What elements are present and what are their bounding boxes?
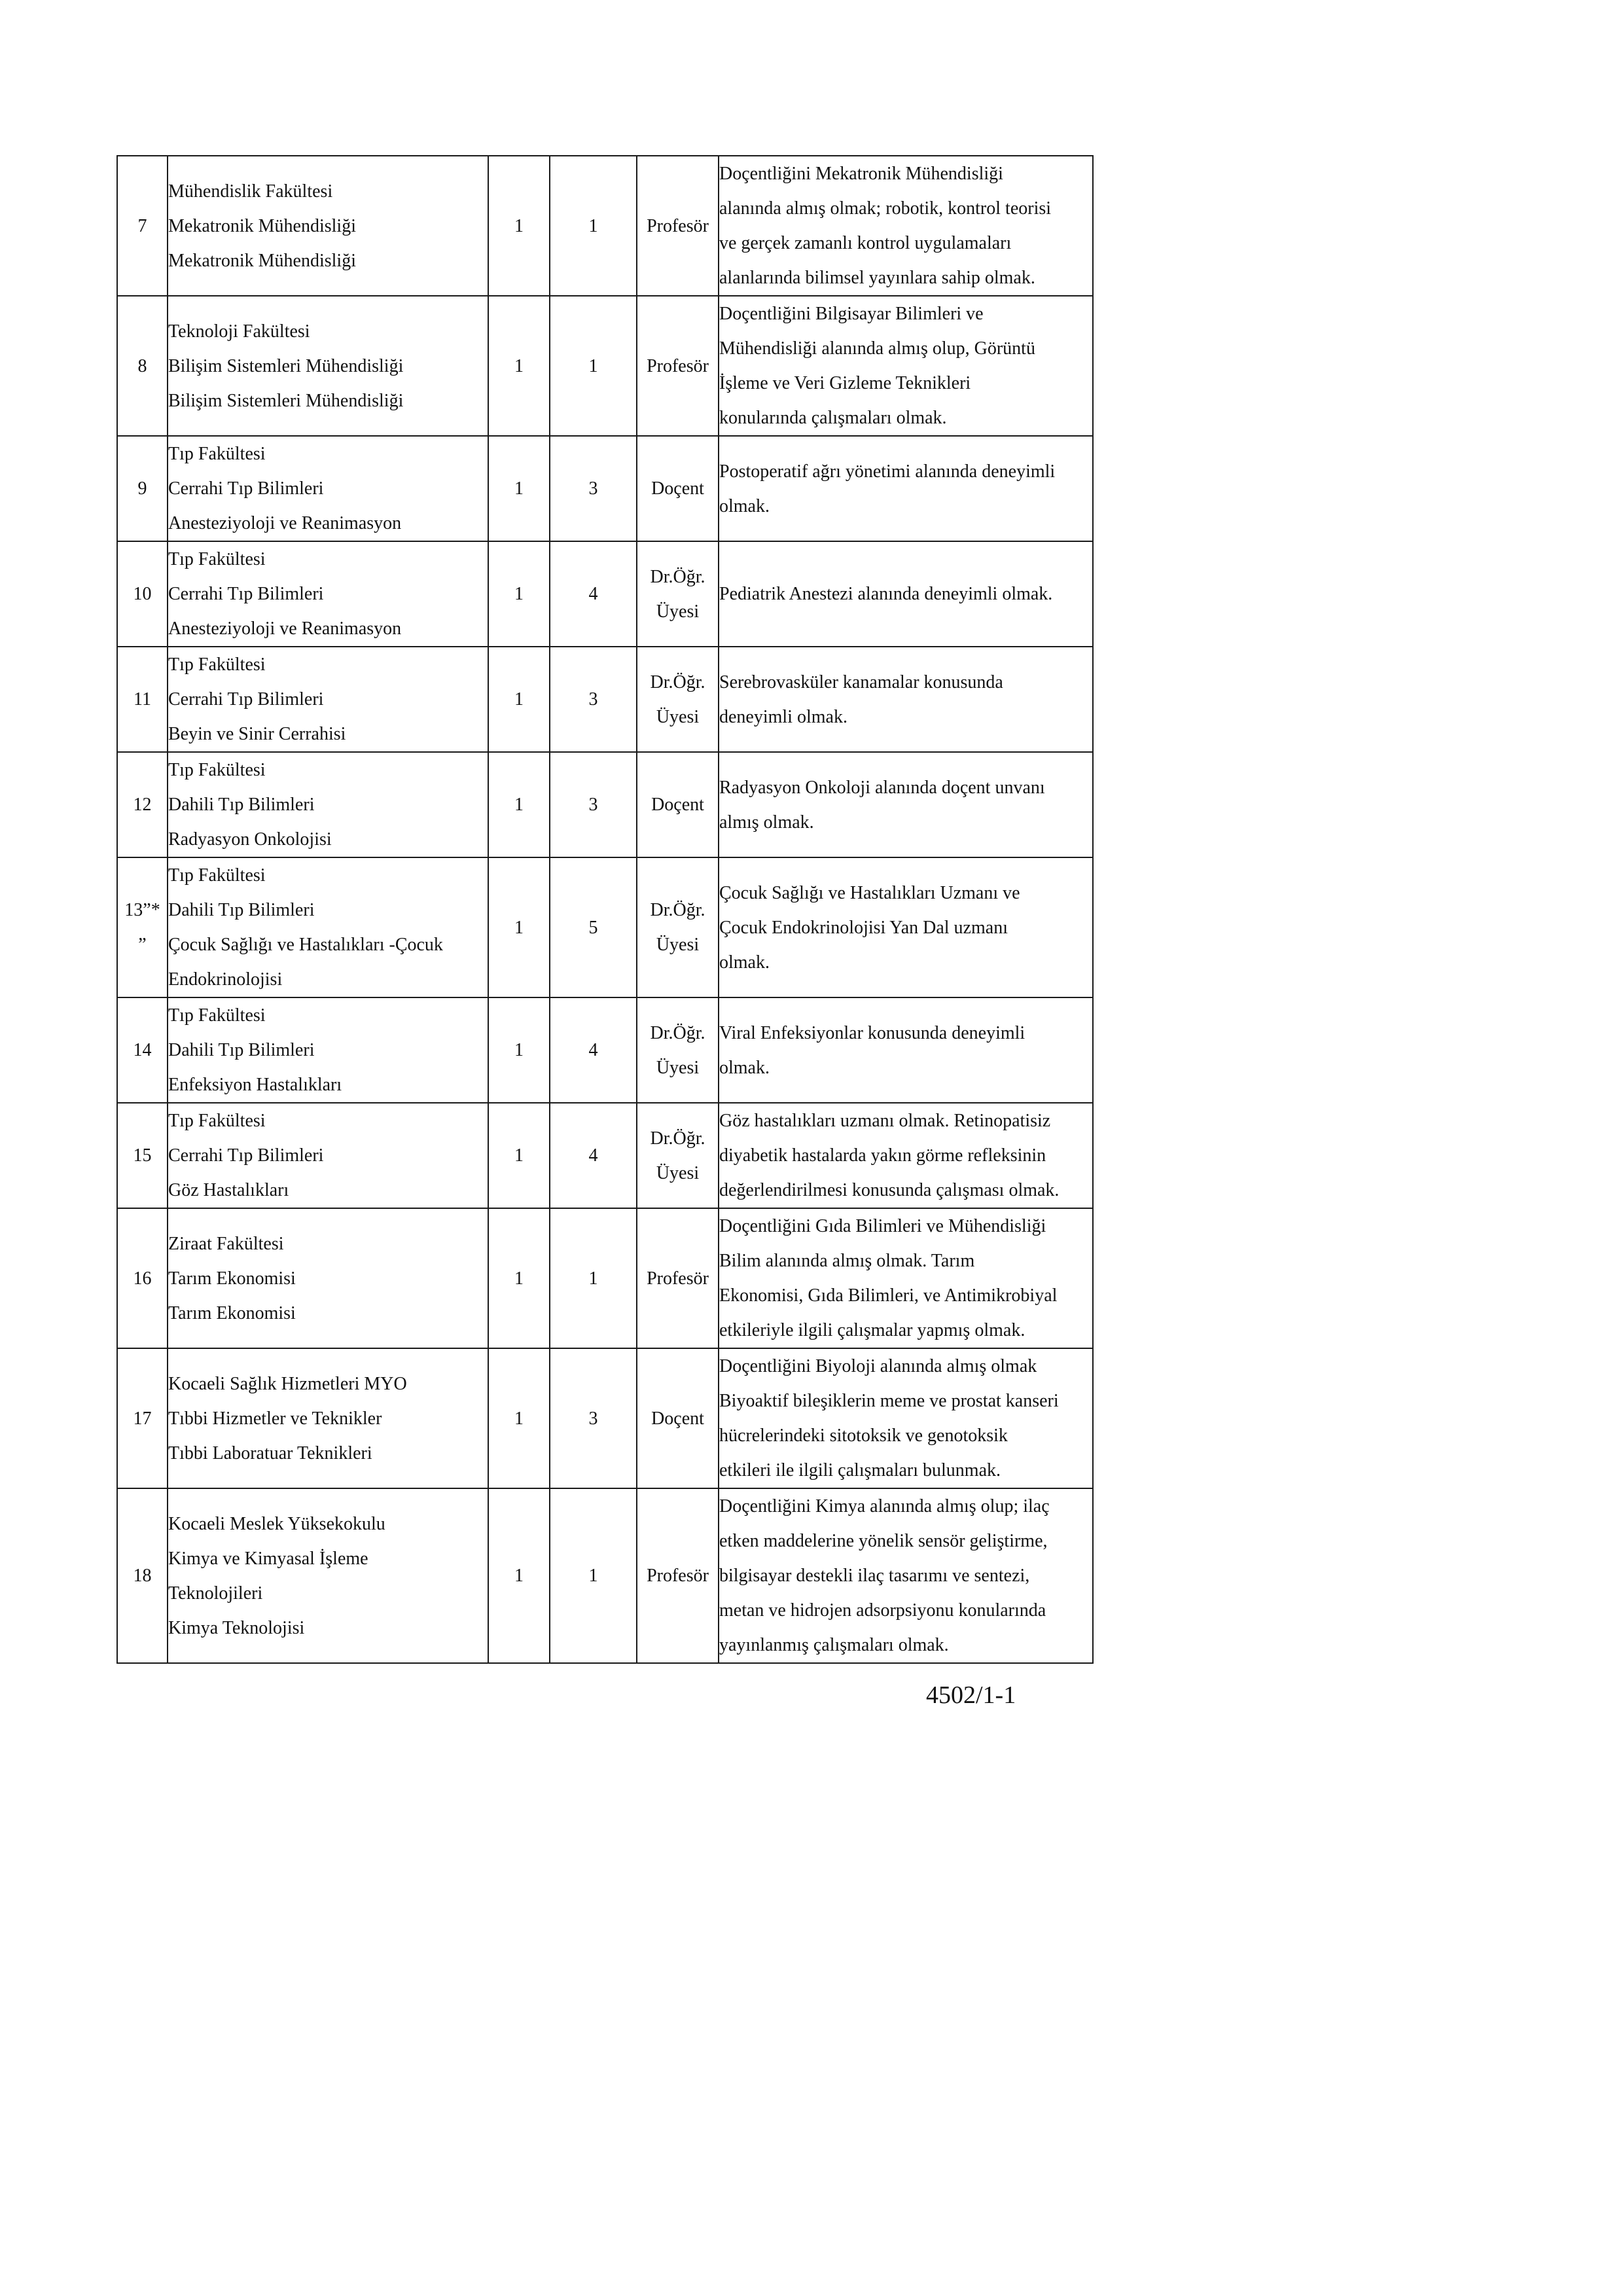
degree-cell: 1	[550, 1488, 637, 1663]
degree-cell: 1	[550, 1208, 637, 1348]
table-row	[117, 296, 1093, 436]
unit-line: Kocaeli Meslek Yüksekokulu	[168, 1513, 385, 1534]
row-number-line: 13”*	[124, 900, 160, 920]
unit-line: Dahili Tıp Bilimleri	[168, 795, 315, 815]
unit-cell	[168, 541, 488, 647]
requirement-line: konularında çalışmaları olmak.	[719, 408, 947, 428]
requirement-line: Pediatrik Anestezi alanında deneyimli olmak.	[719, 584, 1053, 604]
rank-line: Doçent	[651, 795, 704, 815]
degree-cell: 5	[550, 857, 637, 997]
row-number-line: 8	[137, 355, 147, 376]
row-number-cell	[117, 296, 168, 436]
count-cell: 1	[488, 752, 550, 857]
requirement-cell	[719, 752, 1093, 857]
row-number-line: 14	[133, 1040, 152, 1060]
unit-cell	[168, 296, 488, 436]
count-cell: 1	[488, 1208, 550, 1348]
requirement-line: almış olmak.	[719, 812, 814, 833]
unit-line: Kocaeli Sağlık Hizmetleri MYO	[168, 1373, 407, 1394]
rank-line: Profesör	[647, 1268, 709, 1289]
table-row	[117, 752, 1093, 857]
requirement-line: hücrelerindeki sitotoksik ve genotoksik	[719, 1426, 1008, 1446]
table-body	[117, 156, 1093, 1663]
rank-line: Üyesi	[656, 706, 700, 727]
requirement-line: etkileri ile ilgili çalışmaları bulunmak.	[719, 1460, 1001, 1480]
row-number-line: ”	[138, 935, 147, 955]
requirement-line: ve gerçek zamanlı kontrol uygulamaları	[719, 233, 1012, 253]
requirement-cell	[719, 997, 1093, 1103]
count-cell: 1	[488, 857, 550, 997]
rank-cell	[637, 1488, 719, 1663]
requirement-line: İşleme ve Veri Gizleme Teknikleri	[719, 373, 971, 393]
unit-line: Bilişim Sistemleri Mühendisliği	[168, 390, 404, 411]
requirement-line: Serebrovasküler kanamalar konusunda	[719, 672, 1003, 692]
degree-cell: 4	[550, 1103, 637, 1208]
requirement-line: yayınlanmış çalışmaları olmak.	[719, 1635, 949, 1655]
unit-line: Bilişim Sistemleri Mühendisliği	[168, 355, 404, 376]
unit-line: Mühendislik Fakültesi	[168, 181, 333, 202]
requirement-line: Doçentliğini Gıda Bilimleri ve Mühendisliği	[719, 1216, 1046, 1236]
table-row	[117, 647, 1093, 752]
requirement-line: olmak.	[719, 952, 770, 973]
row-number-cell	[117, 1488, 168, 1663]
requirement-line: olmak.	[719, 495, 770, 516]
unit-line: Ziraat Fakültesi	[168, 1233, 284, 1254]
requirement-cell	[719, 156, 1093, 296]
rank-line: Üyesi	[656, 935, 700, 955]
unit-line: Tıp Fakültesi	[168, 549, 266, 569]
row-number-cell	[117, 1348, 168, 1488]
rank-line: Doçent	[651, 478, 704, 499]
unit-line: Tıp Fakültesi	[168, 760, 266, 780]
count-cell: 1	[488, 1488, 550, 1663]
requirement-line: Çocuk Endokrinolojisi Yan Dal uzmanı	[719, 917, 1008, 938]
row-number-cell	[117, 436, 168, 541]
degree-cell: 3	[550, 1348, 637, 1488]
unit-line: Anesteziyoloji ve Reanimasyon	[168, 619, 402, 639]
unit-line: Tıp Fakültesi	[168, 1111, 266, 1131]
row-number-line: 18	[133, 1566, 152, 1586]
unit-line: Teknoloji Fakültesi	[168, 321, 310, 342]
row-number-line: 10	[133, 584, 152, 604]
degree-cell: 3	[550, 752, 637, 857]
unit-line: Kimya ve Kimyasal İşleme	[168, 1548, 368, 1569]
staff-positions-table	[116, 155, 1094, 1664]
requirement-line: Çocuk Sağlığı ve Hastalıkları Uzmanı ve	[719, 882, 1020, 903]
requirement-line: Ekonomisi, Gıda Bilimleri, ve Antimikrobiyal	[719, 1285, 1058, 1306]
unit-line: Cerrahi Tıp Bilimleri	[168, 584, 324, 604]
rank-line: Profesör	[647, 355, 709, 376]
unit-cell	[168, 1103, 488, 1208]
row-number-cell	[117, 1103, 168, 1208]
rank-line: Dr.Öğr.	[650, 1128, 705, 1149]
row-number-line: 9	[137, 478, 147, 499]
rank-line: Dr.Öğr.	[650, 900, 705, 920]
unit-cell	[168, 1348, 488, 1488]
table-row	[117, 997, 1093, 1103]
unit-line: Cerrahi Tıp Bilimleri	[168, 478, 324, 499]
row-number-line: 16	[133, 1268, 152, 1289]
requirement-line: diyabetik hastalarda yakın görme refleksinin	[719, 1145, 1046, 1166]
unit-line: Radyasyon Onkolojisi	[168, 829, 332, 850]
count-cell: 1	[488, 1348, 550, 1488]
requirement-line: Göz hastalıkları uzmanı olmak. Retinopatisiz	[719, 1111, 1051, 1131]
requirement-line: alanlarında bilimsel yayınlara sahip olmak.	[719, 268, 1035, 288]
rank-line: Üyesi	[656, 601, 700, 622]
table-row	[117, 857, 1093, 997]
table-row	[117, 1208, 1093, 1348]
row-number-cell	[117, 1208, 168, 1348]
table-row	[117, 1348, 1093, 1488]
count-cell: 1	[488, 296, 550, 436]
degree-cell: 3	[550, 647, 637, 752]
requirement-cell	[719, 857, 1093, 997]
unit-line: Tıbbi Laboratuar Teknikleri	[168, 1443, 372, 1463]
rank-cell	[637, 997, 719, 1103]
requirement-line: alanında almış olmak; robotik, kontrol teorisi	[719, 198, 1052, 219]
row-number-cell	[117, 156, 168, 296]
row-number-line: 11	[134, 689, 151, 709]
row-number-line: 12	[133, 795, 152, 815]
unit-line: Anesteziyoloji ve Reanimasyon	[168, 513, 402, 533]
rank-line: Dr.Öğr.	[650, 566, 705, 587]
unit-line: Tıp Fakültesi	[168, 655, 266, 675]
unit-line: Cerrahi Tıp Bilimleri	[168, 689, 324, 709]
unit-line: Endokrinolojisi	[168, 969, 283, 990]
row-number-cell	[117, 647, 168, 752]
degree-cell: 1	[550, 296, 637, 436]
rank-cell	[637, 436, 719, 541]
unit-line: Dahili Tıp Bilimleri	[168, 900, 315, 920]
row-number-cell	[117, 857, 168, 997]
rank-cell	[637, 647, 719, 752]
rank-cell	[637, 1103, 719, 1208]
unit-line: Beyin ve Sinir Cerrahisi	[168, 724, 346, 744]
requirement-line: Doçentliğini Kimya alanında almış olup; ilaç	[719, 1496, 1050, 1516]
rank-cell	[637, 541, 719, 647]
unit-cell	[168, 1488, 488, 1663]
unit-line: Teknolojileri	[168, 1583, 263, 1604]
row-number-line: 17	[133, 1408, 152, 1429]
requirement-line: deneyimli olmak.	[719, 706, 847, 727]
requirement-cell	[719, 1208, 1093, 1348]
unit-line: Tıp Fakültesi	[168, 865, 266, 886]
unit-cell	[168, 156, 488, 296]
rank-line: Üyesi	[656, 1162, 700, 1183]
requirement-line: metan ve hidrojen adsorpsiyonu konularında	[719, 1600, 1046, 1621]
requirement-cell	[719, 436, 1093, 541]
table-row	[117, 1488, 1093, 1663]
rank-line: Profesör	[647, 215, 709, 236]
count-cell: 1	[488, 647, 550, 752]
requirement-line: etkileriyle ilgili çalışmalar yapmış olmak.	[719, 1320, 1026, 1340]
count-cell: 1	[488, 1103, 550, 1208]
page-code: 4502/1-1	[926, 1681, 1016, 1709]
rank-cell	[637, 296, 719, 436]
requirement-cell	[719, 1348, 1093, 1488]
requirement-line: Doçentliğini Biyoloji alanında almış olmak	[719, 1356, 1037, 1376]
unit-cell	[168, 752, 488, 857]
row-number-cell	[117, 541, 168, 647]
unit-line: Enfeksiyon Hastalıkları	[168, 1075, 342, 1095]
requirement-cell	[719, 541, 1093, 647]
rank-cell	[637, 156, 719, 296]
unit-cell	[168, 647, 488, 752]
count-cell: 1	[488, 997, 550, 1103]
unit-line: Dahili Tıp Bilimleri	[168, 1040, 315, 1060]
rank-cell	[637, 1208, 719, 1348]
requirement-line: olmak.	[719, 1057, 770, 1078]
requirement-line: değerlendirilmesi konusunda çalışması olmak.	[719, 1180, 1060, 1200]
rank-cell	[637, 1348, 719, 1488]
unit-line: Tıbbi Hizmetler ve Teknikler	[168, 1408, 382, 1429]
count-cell: 1	[488, 541, 550, 647]
requirement-line: bilgisayar destekli ilaç tasarımı ve sentezi,	[719, 1566, 1030, 1586]
unit-line: Göz Hastalıkları	[168, 1180, 289, 1200]
degree-cell: 4	[550, 997, 637, 1103]
unit-cell	[168, 857, 488, 997]
requirement-line: Mühendisliği alanında almış olup, Görüntü	[719, 338, 1035, 359]
unit-line: Mekatronik Mühendisliği	[168, 250, 356, 271]
rank-line: Üyesi	[656, 1057, 700, 1078]
unit-line: Tarım Ekonomisi	[168, 1302, 296, 1323]
unit-line: Kimya Teknolojisi	[168, 1617, 305, 1638]
requirement-line: etken maddelerine yönelik sensör geliştirme,	[719, 1531, 1048, 1551]
unit-line: Tarım Ekonomisi	[168, 1268, 296, 1289]
rank-line: Profesör	[647, 1566, 709, 1586]
unit-line: Tıp Fakültesi	[168, 444, 266, 464]
count-cell: 1	[488, 156, 550, 296]
requirement-line: Postoperatif ağrı yönetimi alanında deneyimli	[719, 461, 1056, 482]
row-number-cell	[117, 752, 168, 857]
degree-cell: 1	[550, 156, 637, 296]
requirement-cell	[719, 296, 1093, 436]
requirement-cell	[719, 1103, 1093, 1208]
rank-line: Dr.Öğr.	[650, 672, 705, 692]
count-cell: 1	[488, 436, 550, 541]
rank-cell	[637, 752, 719, 857]
requirement-cell	[719, 647, 1093, 752]
row-number-line: 7	[137, 215, 147, 236]
unit-cell	[168, 1208, 488, 1348]
requirement-line: Doçentliğini Bilgisayar Bilimleri ve	[719, 304, 984, 324]
rank-line: Dr.Öğr.	[650, 1022, 705, 1043]
row-number-cell	[117, 997, 168, 1103]
requirement-line: Doçentliğini Mekatronik Mühendisliği	[719, 164, 1003, 184]
requirement-line: Bilim alanında almış olmak. Tarım	[719, 1251, 975, 1271]
table-row	[117, 156, 1093, 296]
requirement-line: Radyasyon Onkoloji alanında doçent unvanı	[719, 777, 1045, 798]
rank-line: Doçent	[651, 1408, 704, 1429]
unit-line: Tıp Fakültesi	[168, 1005, 266, 1026]
unit-line: Çocuk Sağlığı ve Hastalıkları -Çocuk	[168, 935, 443, 955]
table-row	[117, 1103, 1093, 1208]
requirement-line: Biyoaktif bileşiklerin meme ve prostat kanseri	[719, 1391, 1059, 1411]
unit-cell	[168, 436, 488, 541]
table-row	[117, 541, 1093, 647]
table-row	[117, 436, 1093, 541]
unit-cell	[168, 997, 488, 1103]
requirement-line: Viral Enfeksiyonlar konusunda deneyimli	[719, 1022, 1026, 1043]
degree-cell: 4	[550, 541, 637, 647]
row-number-line: 15	[133, 1145, 152, 1166]
unit-line: Cerrahi Tıp Bilimleri	[168, 1145, 324, 1166]
degree-cell: 3	[550, 436, 637, 541]
requirement-cell	[719, 1488, 1093, 1663]
unit-line: Mekatronik Mühendisliği	[168, 215, 356, 236]
rank-cell	[637, 857, 719, 997]
